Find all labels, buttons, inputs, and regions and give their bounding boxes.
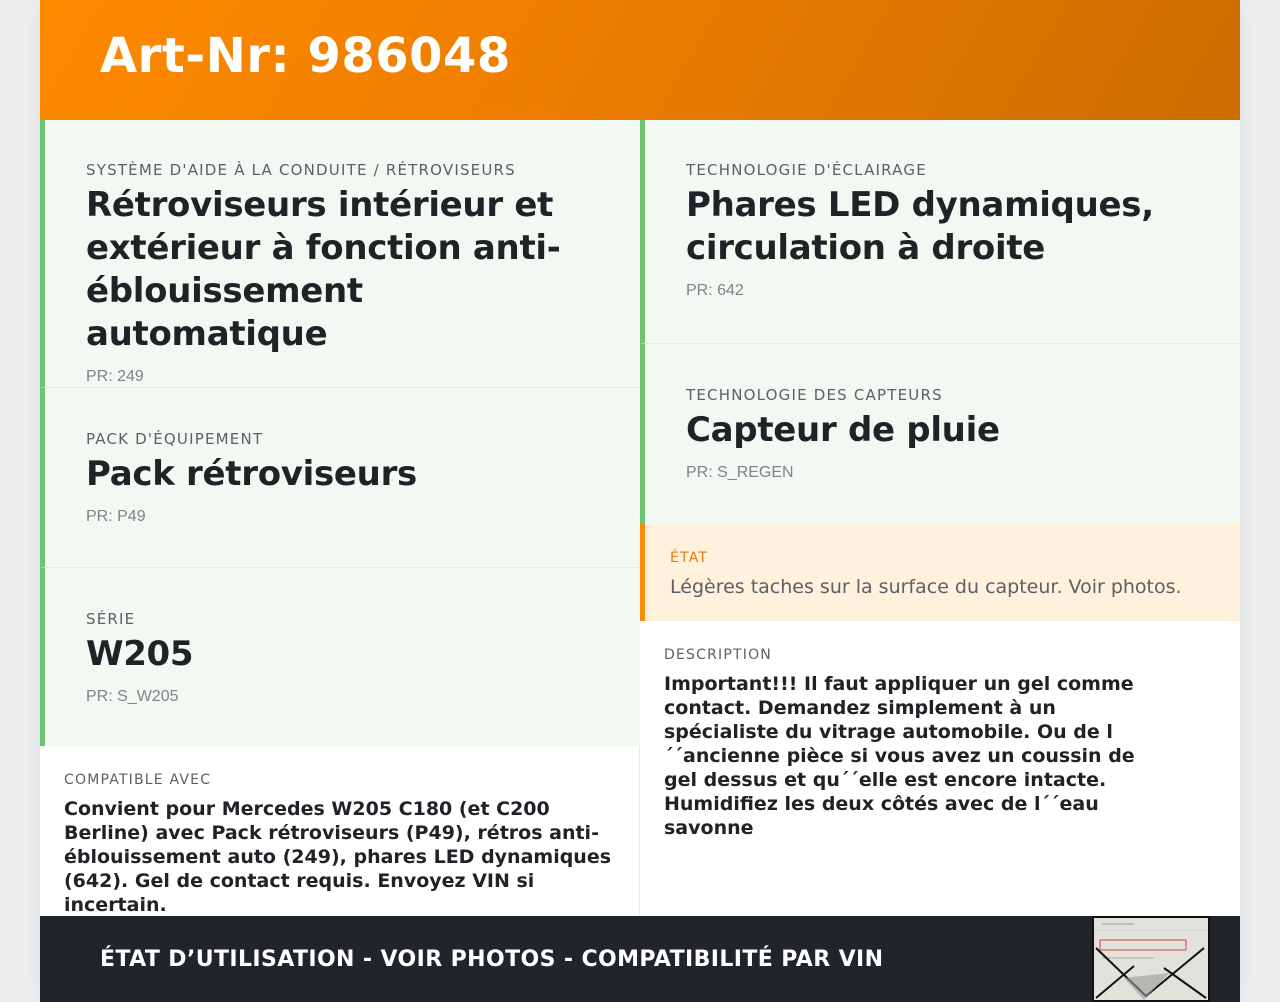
part-label-photo-icon[interactable] — [1092, 916, 1210, 1002]
compatible-label: COMPATIBLE AVEC — [64, 772, 212, 788]
compatible-section — [40, 746, 639, 916]
card-pr-code: PR: 249 — [86, 368, 144, 385]
card-equipment-pack — [40, 387, 640, 567]
card-category: TECHNOLOGIE D'ÉCLAIRAGE — [686, 161, 927, 179]
card-title: Capteur de pluie — [686, 410, 1000, 450]
card-driver-assist — [40, 120, 640, 387]
footer-bar — [40, 916, 1240, 1002]
card-pr-code: PR: 642 — [686, 282, 744, 299]
card-category: SYSTÈME D'AIDE À LA CONDUITE / RÉTROVISEURS — [86, 161, 516, 179]
card-pr-code: PR: P49 — [86, 508, 146, 525]
compatible-text: Convient pour Mercedes W205 C180 (et C200 Berline) avec Pack rétroviseurs (P49), rétros anti-éblouissement auto (249), phares LED dynamiques (642). Gel de contact requis. Envoyez VIN si incertain. — [64, 798, 612, 916]
condition-value: Légères taches sur la surface du capteur. Voir photos. — [670, 576, 1182, 598]
header-bar — [40, 0, 1240, 120]
card-pr-code: PR: S_W205 — [86, 688, 179, 705]
description-text: Important!!! Il faut appliquer un gel comme contact. Demandez simplement à un spécialiste du vitrage automobile. Ou de l´´ancienne pièce si vous avez un coussin de gel dessus et qu´´elle est encore intacte. Humidifiez les deux côtés avec de l´´eau savonne — [664, 673, 1135, 839]
card-title: Phares LED dynamiques, circulation à droite — [686, 185, 1154, 268]
card-category: PACK D'ÉQUIPEMENT — [86, 430, 264, 448]
card-series — [40, 567, 640, 747]
card-title: Rétroviseurs intérieur et extérieur à fonction anti-éblouissement automatique — [86, 185, 561, 354]
page — [40, 0, 1240, 1002]
description-section — [640, 621, 1240, 916]
description-label: DESCRIPTION — [664, 647, 772, 663]
card-pr-code: PR: S_REGEN — [686, 464, 794, 481]
label-photo-graphic — [1094, 918, 1208, 1000]
card-title: W205 — [86, 634, 194, 674]
condition-box — [640, 523, 1240, 621]
footer-text: ÉTAT D’UTILISATION - VOIR PHOTOS - COMPATIBILITÉ PAR VIN — [100, 947, 884, 972]
card-category: SÉRIE — [86, 610, 136, 628]
article-number-title: Art-Nr: 986048 — [100, 28, 511, 84]
card-sensors — [640, 343, 1240, 523]
card-category: TECHNOLOGIE DES CAPTEURS — [686, 386, 943, 404]
card-title: Pack rétroviseurs — [86, 454, 417, 494]
card-lighting — [640, 120, 1240, 343]
condition-label: ÉTAT — [670, 550, 709, 566]
